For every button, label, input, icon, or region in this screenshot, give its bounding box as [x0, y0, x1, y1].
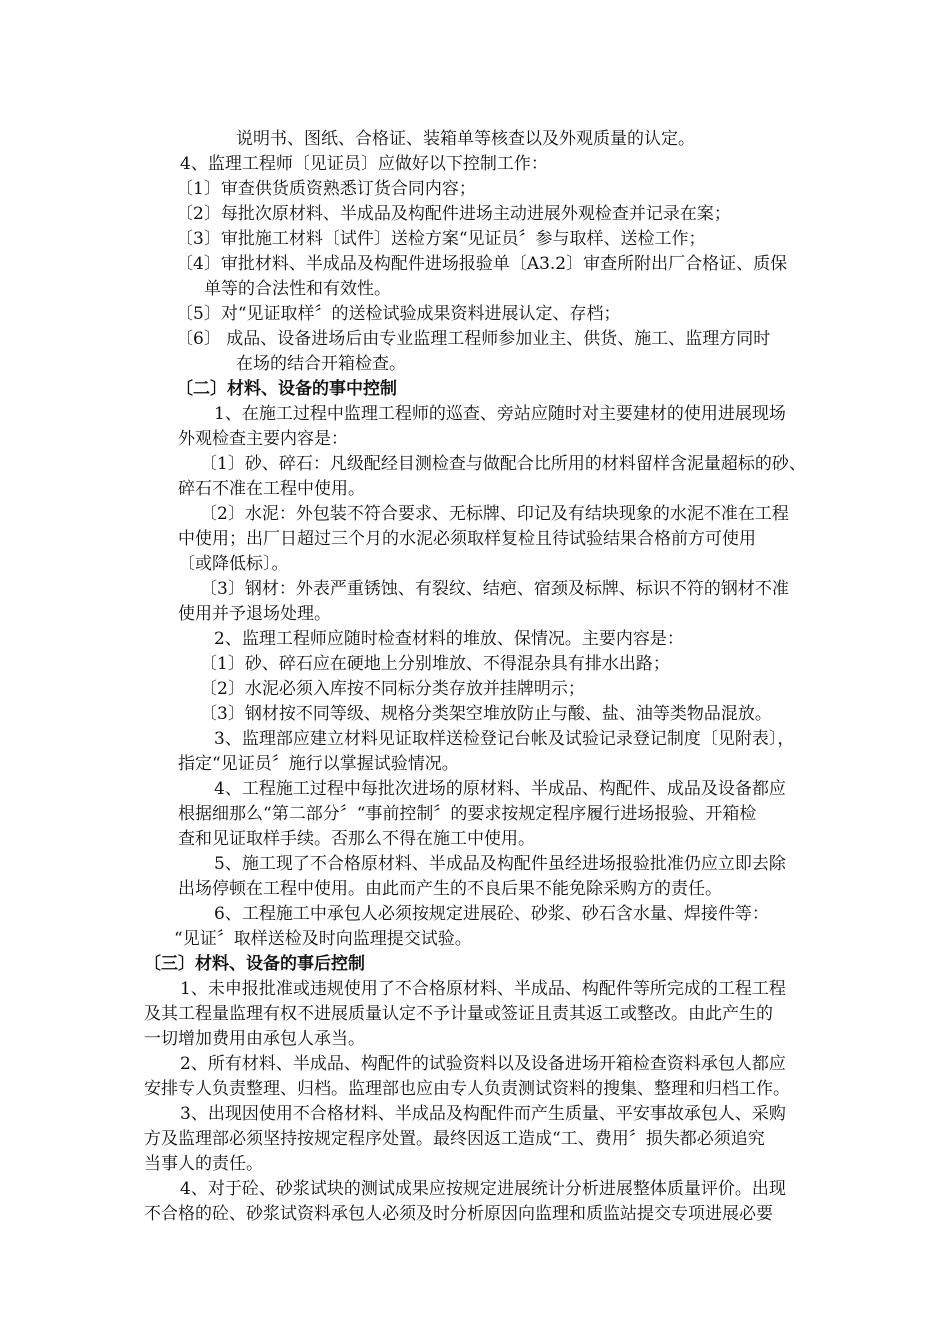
text-line: 说明书、图纸、合格证、装箱单等核查以及外观质量的认定。	[236, 129, 695, 149]
text-line: 出场停顿在工程中使用。由此而产生的不良后果不能免除采购方的责任。	[178, 879, 722, 899]
text-line: 查和见证取样手续。否那么不得在施工中使用。	[178, 829, 535, 849]
text-line: 〔2〕水泥必须入库按不同标分类存放并挂牌明示；	[200, 679, 585, 699]
text-line: 4、对于砼、砂浆试块的测试成果应按规定进展统计分析进展整体质量评价。出现	[180, 1179, 786, 1199]
text-line: 指定“见证员〞施行以掌握试验情况。	[178, 754, 459, 774]
section-heading: 〔三〕材料、设备的事后控制	[144, 954, 365, 974]
text-line: 〔1〕砂、碎石应在硬地上分别堆放、不得混杂具有排水出路；	[200, 654, 670, 674]
text-line: 〔4〕审批材料、半成品及构配件进场报验单〔A3.2〕审查所附出厂合格证、质保	[176, 254, 788, 274]
text-line: 单等的合法性和有效性。	[204, 279, 391, 299]
text-line: 方及监理部必须坚持按规定程序处置。最终因返工造成“工、费用〞损失都必须追究	[144, 1129, 765, 1149]
text-line: 在场的结合开箱检查。	[236, 354, 406, 374]
text-line: 一切增加费用由承包人承当。	[144, 1029, 365, 1049]
text-line: 1、在施工过程中监理工程师的巡查、旁站应随时对主要建材的使用进展现场	[214, 404, 786, 424]
text-line: 〔1〕砂、碎石：凡级配经目测检查与做配合比所用的材料留样含泥量超标的砂、	[200, 454, 806, 474]
text-line: 2、监理工程师应随时检查材料的堆放、保情况。主要内容是：	[214, 629, 684, 649]
text-line: 根据细那么“第二部分〞“事前控制〞的要求按规定程序履行进场报验、开箱检	[178, 804, 757, 824]
text-line: 〔2〕水泥：外包装不符合要求、无标牌、印记及有结块现象的水泥不准在工程	[200, 504, 789, 524]
text-line: “见证〞取样送检及时向监理提交试验。	[174, 929, 472, 949]
text-line: 〔3〕钢材：外表严重锈蚀、有裂纹、结疤、宿颈及标牌、标识不符的钢材不准	[200, 579, 789, 599]
text-line: 4、工程施工过程中每批次进场的原材料、半成品、构配件、成品及设备都应	[214, 779, 786, 799]
text-line: 碎石不准在工程中使用。	[178, 479, 365, 499]
text-line: 〔3〕审批施工材料〔试件〕送检方案“见证员〞参与取样、送检工作；	[176, 229, 706, 249]
text-line: 〔2〕每批次原材料、半成品及构配件进场主动进展外观检查并记录在案；	[176, 204, 731, 224]
text-line: 4、监理工程师〔见证员〕应做好以下控制工作：	[180, 154, 548, 174]
text-line: 3、出现因使用不合格材料、半成品及构配件而产生质量、平安事故承包人、采购	[180, 1104, 786, 1124]
text-line: 1、未申报批准或违规使用了不合格原材料、半成品、构配件等所完成的工程工程	[180, 979, 786, 999]
text-line: 及其工程量监理有权不进展质量认定不予计量或签证且责其返工或整改。由此产生的	[144, 1004, 773, 1024]
text-line: 中使用；出厂日超过三个月的水泥必须取样复检且待试验结果合格前方可使用	[178, 529, 756, 549]
text-line: 〔3〕钢材按不同等级、规格分类架空堆放防止与酸、盐、油等类物品混放。	[200, 704, 772, 724]
text-line: 〔或降低标〕。	[178, 554, 289, 574]
text-line: 安排专人负责整理、归档。监理部也应由专人负责测试资料的搜集、整理和归档工作。	[144, 1079, 790, 1099]
text-line: 外观检查主要内容是：	[178, 429, 348, 449]
text-line: 3、监理部应建立材料见证取样送检登记台帐及试验记录登记制度〔见附表〕，	[214, 729, 795, 749]
text-line: 不合格的砼、砂浆试资料承包人必须及时分析原因向监理和质监站提交专项进展必要	[144, 1204, 773, 1224]
text-line: 〔5〕对“见证取样〞的送检试验成果资料进展认定、存档；	[176, 304, 621, 324]
section-heading: 〔二〕材料、设备的事中控制	[176, 379, 397, 399]
text-line: 〔6〕 成品、设备进场后由专业监理工程师参加业主、供货、施工、监理方同时	[176, 329, 771, 349]
text-line: 使用并予退场处理。	[178, 604, 331, 624]
text-line: 5、施工现了不合格原材料、半成品及构配件虽经进场报验批准仍应立即去除	[214, 854, 786, 874]
text-line: 2、所有材料、半成品、构配件的试验资料以及设备进场开箱检查资料承包人都应	[180, 1054, 786, 1074]
text-line: 6、工程施工中承包人必须按规定进展砼、砂浆、砂石含水量、焊接件等：	[214, 904, 769, 924]
text-line: 〔1〕审查供货质资熟悉订货合同内容；	[176, 179, 476, 199]
text-line: 当事人的责任。	[144, 1154, 263, 1174]
